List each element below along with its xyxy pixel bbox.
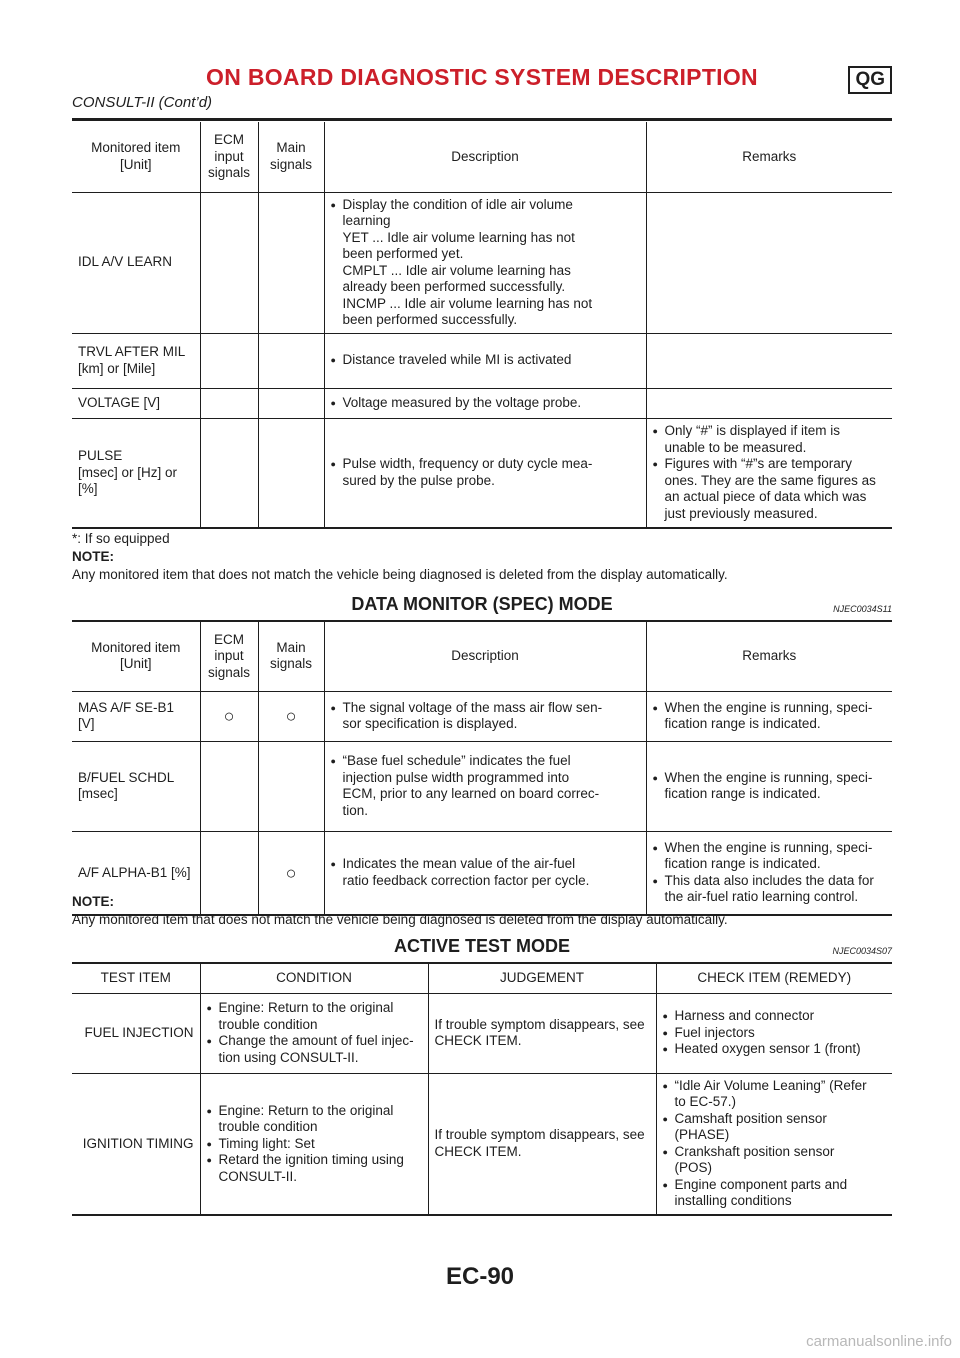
main-signal — [258, 388, 324, 418]
footnote: *: If so equipped — [72, 531, 170, 546]
monitored-item: PULSE [msec] or [Hz] or [%] — [72, 418, 200, 528]
watermark: carmanualsonline.info — [806, 1333, 952, 1350]
bullet-list — [663, 1008, 887, 1058]
bullet-item: ● Voltage measured by the voltage probe. — [331, 395, 640, 412]
remarks — [646, 741, 892, 831]
description — [324, 333, 646, 388]
ecm-input-signal — [200, 741, 258, 831]
spec-mode-table — [72, 620, 892, 916]
table-header-row — [72, 621, 892, 691]
description — [324, 691, 646, 741]
note-label: NOTE: — [72, 894, 114, 909]
bullet-item: ● Fuel injectors — [663, 1025, 887, 1042]
bullet-item: ● Engine component parts and installing conditions — [663, 1177, 887, 1210]
remarks — [646, 418, 892, 528]
bullet-list — [653, 700, 887, 733]
test-item: IGNITION TIMING — [72, 1073, 200, 1215]
bullet-item: ● When the engine is running, speci- fication range is indicated. — [653, 770, 887, 803]
bullet-item: ● When the engine is running, speci- fication range is indicated. — [653, 840, 887, 873]
bullet-item: ● Crankshaft position sensor (POS) — [663, 1144, 887, 1177]
bullet-item: ● Engine: Return to the original trouble condition — [207, 1103, 422, 1136]
remarks — [646, 691, 892, 741]
bullet-list — [653, 423, 887, 522]
column-header: CONDITION — [200, 963, 428, 993]
section2-notes — [72, 893, 892, 929]
remarks — [646, 192, 892, 333]
bullet-item: ● Retard the ignition timing using CONSULT-II. — [207, 1152, 422, 1185]
bullet-list — [331, 352, 640, 369]
bullet-list — [331, 197, 640, 329]
monitored-item: MAS A/F SE-B1 [V] — [72, 691, 200, 741]
section-title-spec-mode — [72, 594, 892, 615]
ecm-input-signal: ○ — [200, 691, 258, 741]
page-number: EC-90 — [445, 1263, 515, 1290]
description — [324, 741, 646, 831]
ecm-input-signal — [200, 192, 258, 333]
column-header: JUDGEMENT — [428, 963, 656, 993]
bullet-list — [663, 1078, 887, 1210]
table-row — [72, 192, 892, 333]
column-header: ECM input signals — [200, 122, 258, 192]
monitored-item: VOLTAGE [V] — [72, 388, 200, 418]
bullet-item: ● When the engine is running, speci- fication range is indicated. — [653, 700, 887, 733]
test-item: FUEL INJECTION — [72, 993, 200, 1073]
column-header: CHECK ITEM (REMEDY) — [656, 963, 892, 993]
bullet-item: ● Pulse width, frequency or duty cycle mea- sured by the pulse probe. — [331, 456, 640, 489]
note-text: Any monitored item that does not match the vehicle being diagnosed is deleted from the display automatically. — [72, 912, 728, 927]
main-signal — [258, 192, 324, 333]
column-header: Remarks — [646, 122, 892, 192]
section-title-active-test — [72, 936, 892, 957]
bullet-list — [331, 700, 640, 733]
bullet-item: ● “Base fuel schedule” indicates the fuel injection pulse width programmed into ECM, prior to any learned on board correc- tion. — [331, 753, 640, 819]
column-header: Monitored item [Unit] — [91, 140, 181, 172]
active-test-table — [72, 962, 892, 1216]
bullet-item: ● Change the amount of fuel injec- tion using CONSULT-II. — [207, 1033, 422, 1066]
page-header — [72, 64, 892, 116]
header-divider — [72, 118, 892, 121]
judgement: If trouble symptom disappears, see CHECK ITEM. — [428, 993, 656, 1073]
check-item — [656, 1073, 892, 1215]
column-header: Description — [324, 122, 646, 192]
bullet-item: ● Timing light: Set — [207, 1136, 422, 1153]
remarks — [646, 388, 892, 418]
bullet-item: ● Indicates the mean value of the air-fuel ratio feedback correction factor per cycle. — [331, 856, 640, 889]
table1-notes — [72, 530, 892, 584]
note-text: Any monitored item that does not match the vehicle being diagnosed is deleted from the display automatically. — [72, 567, 728, 582]
ecm-input-signal — [200, 388, 258, 418]
column-header: Main signals — [258, 122, 324, 192]
bullet-item: ● Distance traveled while MI is activated — [331, 352, 640, 369]
bullet-item: ● Display the condition of idle air volume learning YET ... Idle air volume learning has not been performed yet. CMPLT ... Idle air volume learning has already been performed successfully. INCMP ... Idle air volume learning has not been performed successfully. — [331, 197, 640, 329]
main-signal — [258, 418, 324, 528]
column-header: TEST ITEM — [100, 970, 171, 985]
judgement: If trouble symptom disappears, see CHECK ITEM. — [428, 1073, 656, 1215]
main-signal — [258, 741, 324, 831]
bullet-list — [653, 770, 887, 803]
main-signal: ○ — [258, 691, 324, 741]
bullet-list — [207, 1103, 422, 1186]
bullet-item: ● The signal voltage of the mass air flow sen- sor specification is displayed. — [331, 700, 640, 733]
bullet-list — [331, 753, 640, 819]
bullet-item: ● Heated oxygen sensor 1 (front) — [663, 1041, 887, 1058]
check-item — [656, 993, 892, 1073]
column-header: Main signals — [258, 621, 324, 691]
document-subtitle: CONSULT-II (Cont’d) — [72, 94, 213, 111]
bullet-item: ● Figures with “#”s are temporary ones. They are the same figures as an actual piece of data which was just previously measured. — [653, 456, 887, 522]
table-row — [72, 993, 892, 1073]
table-header-row — [72, 963, 892, 993]
bullet-list — [331, 456, 640, 489]
main-signal: ○ — [258, 831, 324, 915]
bullet-list — [331, 395, 640, 412]
column-header: Remarks — [646, 621, 892, 691]
monitor-table — [72, 122, 892, 529]
column-header: Description — [324, 621, 646, 691]
document-title: ON BOARD DIAGNOSTIC SYSTEM DESCRIPTION — [206, 64, 758, 90]
table-row — [72, 741, 892, 831]
remarks — [646, 333, 892, 388]
section-code: NJEC0034S11 — [833, 604, 892, 614]
monitored-item: B/FUEL SCHDL [msec] — [72, 741, 200, 831]
monitored-item: IDL A/V LEARN — [72, 192, 200, 333]
column-header: ECM input signals — [200, 621, 258, 691]
monitored-item: A/F ALPHA-B1 [%] — [72, 831, 200, 915]
section-title-text: ACTIVE TEST MODE — [393, 936, 570, 956]
bullet-item: ● Camshaft position sensor (PHASE) — [663, 1111, 887, 1144]
description — [324, 192, 646, 333]
condition — [200, 993, 428, 1073]
ecm-input-signal — [200, 333, 258, 388]
bullet-item: ● Engine: Return to the original trouble condition — [207, 1000, 422, 1033]
description — [324, 418, 646, 528]
bullet-item: ● This data also includes the data for the air-fuel ratio learning control. — [653, 873, 887, 906]
section-title-text: DATA MONITOR (SPEC) MODE — [351, 594, 613, 614]
bullet-item: ● Only “#” is displayed if item is unable to be measured. — [653, 423, 887, 456]
engine-code-badge: QG — [848, 66, 892, 94]
bullet-list — [207, 1000, 422, 1066]
monitored-item: TRVL AFTER MIL [km] or [Mile] — [72, 333, 200, 388]
bullet-item: ● “Idle Air Volume Leaning” (Refer to EC-57.) — [663, 1078, 887, 1111]
bullet-item: ● Harness and connector — [663, 1008, 887, 1025]
table-row — [72, 691, 892, 741]
description — [324, 388, 646, 418]
table-row — [72, 388, 892, 418]
table-row — [72, 333, 892, 388]
note-label: NOTE: — [72, 549, 114, 564]
column-header: Monitored item [Unit] — [91, 639, 181, 672]
bullet-list — [331, 856, 640, 889]
ecm-input-signal — [200, 418, 258, 528]
main-signal — [258, 333, 324, 388]
section-code: NJEC0034S07 — [832, 946, 892, 956]
table-row — [72, 418, 892, 528]
condition — [200, 1073, 428, 1215]
table-header-row — [72, 122, 892, 192]
table-row — [72, 1073, 892, 1215]
